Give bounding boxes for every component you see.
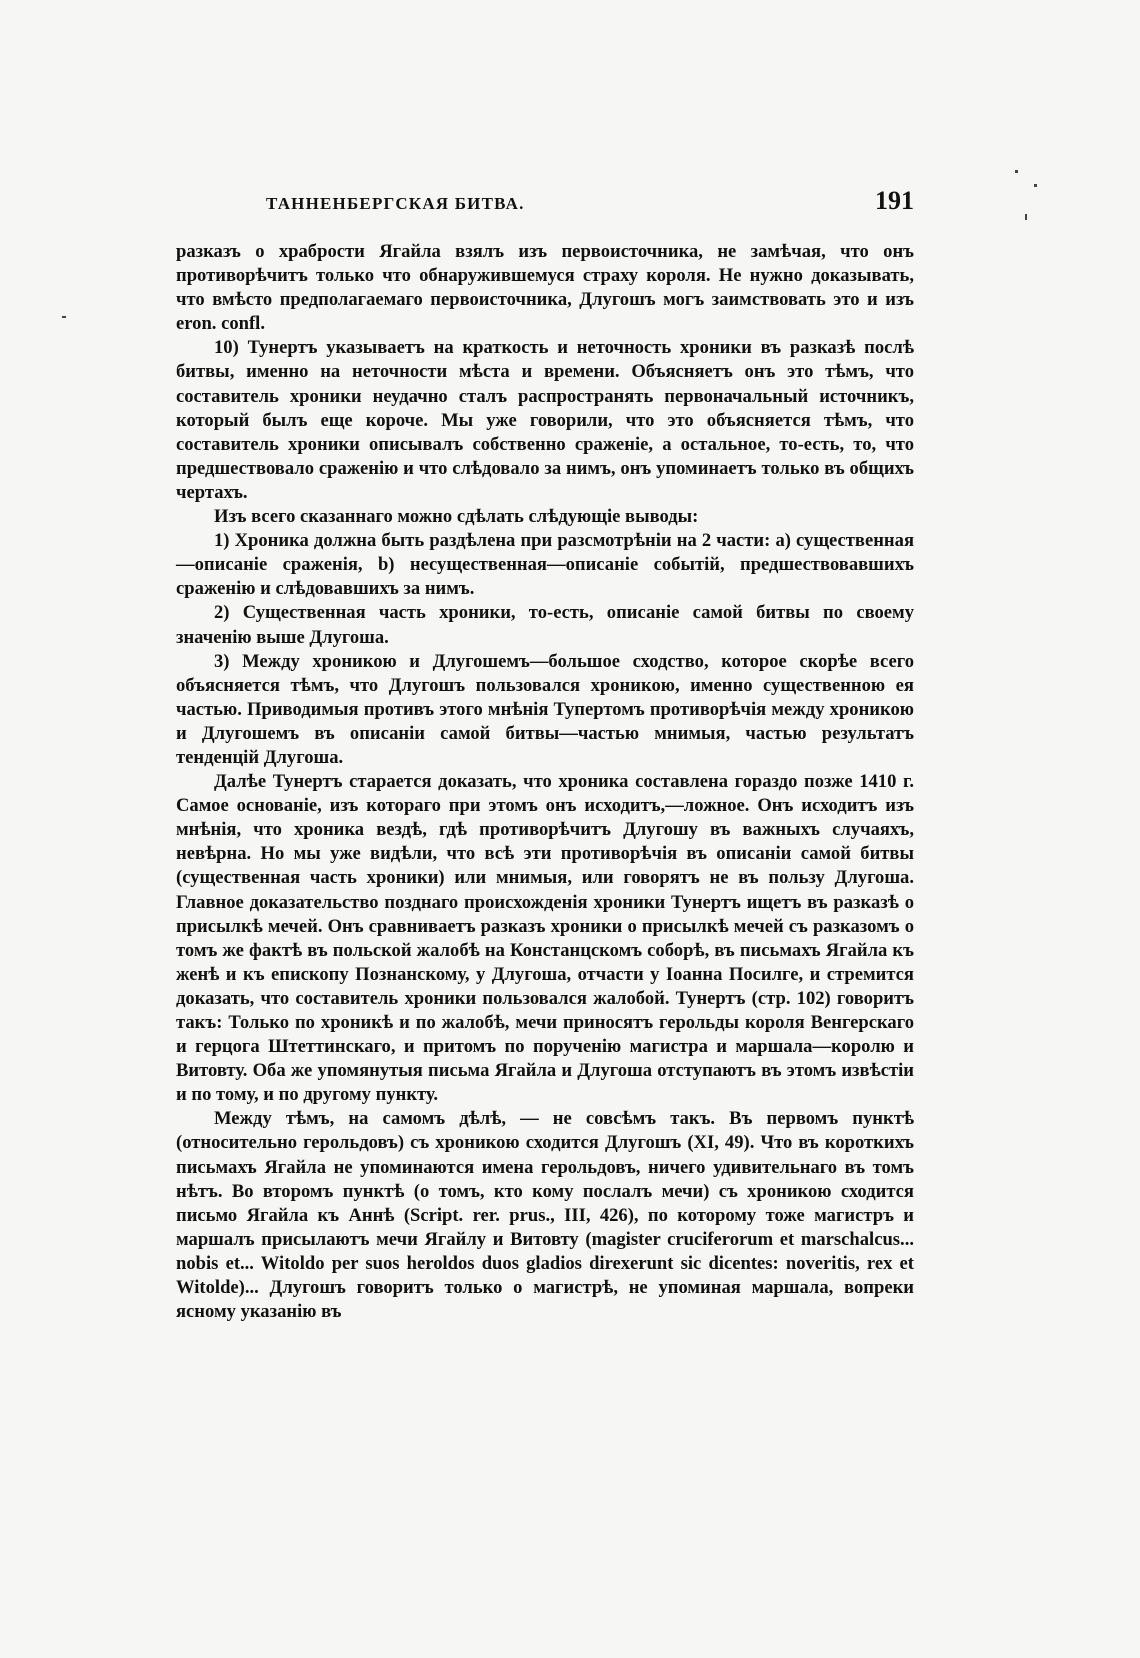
paragraph: 10) Тунертъ указываетъ на краткость и неточность хроники въ разказѣ послѣ битвы, именно на неточности мѣста и времени. Объясняетъ онъ это тѣмъ, что составитель хроники неудачно сталъ распространять первоначальный источникъ, который былъ еще короче. Мы уже говорили, что это объясняется тѣмъ, что составитель хроники описывалъ собственно сраженіе, а остальное, то-есть, то, что предшествовало сраженію и что слѣдовало за нимъ, онъ упоминаетъ только въ общихъ чертахъ. <box>176 337 914 503</box>
paragraph: Изъ всего сказаннаго можно сдѣлать слѣдующіе выводы: <box>214 506 699 528</box>
scan-speck <box>1015 170 1018 173</box>
body-text <box>176 240 914 1324</box>
page-header <box>176 186 914 226</box>
scan-speck <box>1025 214 1027 220</box>
paragraph-continuation: разказъ о храбрости Ягайла взялъ изъ первоисточника, не замѣчая, что онъ противорѣчитъ только что обнаружившемуся страху короля. Не нужно доказывать, что вмѣсто предполагаемаго первоисточника, Длугошъ могъ заимствовать это и изъ eron. confl. <box>176 241 914 335</box>
running-title: ТАННЕНБЕРГСКАЯ БИТВА. <box>266 194 525 213</box>
scan-speck <box>1034 184 1037 187</box>
scan-speck <box>62 316 66 318</box>
paragraph: Далѣе Тунертъ старается доказать, что хроника составлена гораздо позже 1410 г. Самое основаніе, изъ котораго при этомъ онъ исходитъ,—ложное. Онъ исходитъ изъ мнѣнія, что хроника вездѣ, гдѣ противорѣчитъ Длугошу въ важныхъ случаяхъ, невѣрна. Но мы уже видѣли, что всѣ эти противорѣчія въ описаніи самой битвы (существенная часть хроники) или мнимыя, или говорятъ не въ пользу Длугоша. Главное доказательство позднаго происхожденія хроники Тунертъ ищетъ въ разказѣ о присылкѣ мечей. Онъ сравниваетъ разказъ хроники о присылкѣ мечей съ разказомъ о томъ же фактѣ въ польской жалобѣ на Констанцскомъ соборѣ, въ письмахъ Ягайла къ женѣ и къ епископу Познанскому, у Длугоша, отчасти у Іоанна Посилге, и стремится доказать, что составитель хроники пользовался жалобой. Тунертъ (стр. 102) говоритъ такъ: Только по хроникѣ и по жалобѣ, мечи приносятъ герольды короля Венгерскаго и герцога Штеттинскаго, и притомъ по порученію магистра и маршала—королю и Витовту. Оба же упомянутыя письма Ягайла и Длугоша отступаютъ въ этомъ извѣстіи и по тому, и по другому пункту. <box>176 771 914 1106</box>
paragraph: 3) Между хроникою и Длугошемъ—большое сходство, которое скорѣе всего объясняется тѣмъ, что Длугошъ пользовался хроникою, именно существенною ея частью. Приводимыя противъ этого мнѣнія Тупертомъ противорѣчія между хроникою и Длугошемъ въ описаніи самой битвы—частью мнимыя, частью результатъ тенденцій Длугоша. <box>176 650 914 768</box>
paragraph: Между тѣмъ, на самомъ дѣлѣ, — не совсѣмъ такъ. Въ первомъ пунктѣ (относительно герольдовъ) съ хроникою сходится Длугошъ (XI, 49). Что въ короткихъ письмахъ Ягайла не упоминаются имена герольдовъ, ничего удивительнаго въ томъ нѣтъ. Во второмъ пунктѣ (о томъ, кто кому послалъ мечи) съ хроникою сходится письмо Ягайла къ Аннѣ (Script. rer. prus., III, 426), по которому тоже магистръ и маршалъ присылаютъ мечи Ягайлу и Витовту (magister cruciferorum et marschalcus... nobis et... Witoldo per suos heroldos duos gladios direxerunt sic dicentes: noveritis, rex et Witolde)... Длугошъ говоритъ только о магистрѣ, не упоминая маршала, вопреки ясному указанію въ <box>176 1108 914 1323</box>
page-number: 191 <box>875 186 914 215</box>
paragraph: 1) Хроника должна быть раздѣлена при разсмотрѣніи на 2 части: а) существенная—описаніе сраженія, b) несущественная—описаніе событій, предшествовавшихъ сраженію и слѣдовавшихъ за нимъ. <box>176 530 914 600</box>
paragraph: 2) Существенная часть хроники, то-есть, описаніе самой битвы по своему значенію выше Длугоша. <box>176 602 914 648</box>
